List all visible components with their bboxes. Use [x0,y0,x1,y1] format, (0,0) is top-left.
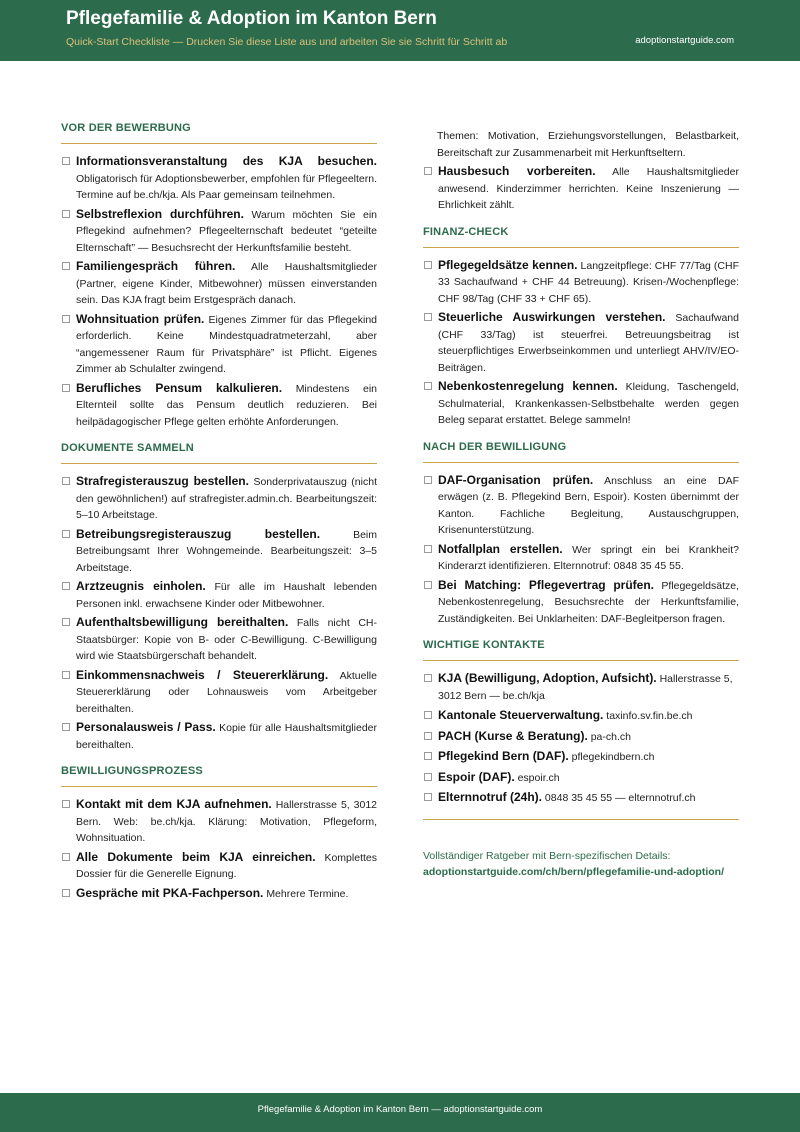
checkbox-icon[interactable] [62,582,70,590]
item-title: Berufliches Pensum kalkulieren. [76,380,283,395]
right-column [423,128,739,880]
item-title: Aufenthaltsbewilligung bereithalten. [76,615,289,629]
item-text: Pflegegeldsätze, Nebenkostenregelung, Besuchsrechte der Herkunftsfamilie, Zuständigkeiten. Bei Unklarheiten: DAF-Begleitperson fragen. [438,579,739,625]
contact-name: PACH (Kurse & Beratung). [438,728,588,743]
checkbox-icon[interactable] [62,800,70,808]
contact-name: Kantonale Steuerverwaltung. [438,708,604,722]
checkbox-icon[interactable] [62,477,70,485]
checkbox-icon[interactable] [424,711,432,719]
item-title: Einkommensnachweis / Steuererklärung. [76,667,329,682]
item-title: Strafregisterauszug bestellen. [76,474,249,488]
left-column [61,118,377,904]
contact-item [423,728,739,746]
item-title: Hausbesuch vorbereiten. [438,164,596,178]
item-text: Obligatorisch für Adoptionsbewerber, empfohlen für Pflegeeltern. Termine auf be.ch/kja. Als Paar gemeinsam teilnehmen. [76,172,377,201]
page-title: Pflegefamilie & Adoption im Kanton Bern [66,8,437,29]
item-title: Bei Matching: Pflegevertrag prüfen. [438,577,654,592]
section-title-kontakte: WICHTIGE KONTAKTE [423,639,739,661]
checkbox-icon[interactable] [62,530,70,538]
section-title-bewilligung: BEWILLIGUNGSPROZESS [61,765,377,787]
contact-name: Espoir (DAF). [438,769,515,784]
item-title: Selbstreflexion durchführen. [76,206,244,221]
page-footer [0,1093,800,1132]
contact-name: Elternnotruf (24h). [438,790,542,804]
item-text: Komplettes Dossier für die Generelle Eignung. [76,851,377,880]
header-site-link[interactable]: adoptionstartguide.com [635,35,734,46]
checkbox-icon[interactable] [424,674,432,682]
checklist-item [61,885,377,903]
item-text: Kleidung, Taschengeld, Schulmaterial, Krankenkassen-Selbstbehalte werden gegen Beleg separat erstattet. Belege sammeln! [438,381,740,426]
checklist-item [61,206,377,257]
item-text: Hallerstrasse 5, 3012 Bern. Web: be.ch/kja. Klärung: Motivation, Pflegeform, Wohnsituation. [76,799,378,844]
contact-name: KJA (Bewilligung, Adoption, Aufsicht). [438,671,657,685]
checklist-item [423,309,739,376]
item-continuation: Themen: Motivation, Erziehungsvorstellungen, Belastbarkeit, Bereitschaft zur Zusammenarbeit mit Herkunftseltern. [437,130,739,159]
item-title: Personalausweis / Pass. [76,720,216,734]
page-header [0,0,800,61]
contact-name: Pflegekind Bern (DAF). [438,749,569,763]
contact-detail: 0848 35 45 55 — elternnotruf.ch [544,792,696,804]
item-title: Gespräche mit PKA-Fachperson. [76,885,264,900]
item-title: Arztzeugnis einholen. [76,579,206,593]
checkbox-icon[interactable] [424,732,432,740]
item-title: Pflegegeldsätze kennen. [438,257,578,272]
checkbox-icon[interactable] [424,476,432,484]
checkbox-icon[interactable] [62,315,70,323]
checkbox-icon[interactable] [424,167,432,175]
checkbox-icon[interactable] [62,262,70,270]
item-title: Familiengespräch führen. [76,259,236,273]
item-title: DAF-Organisation prüfen. [438,472,594,487]
checkbox-icon[interactable] [424,752,432,760]
item-title: Informationsveranstaltung des KJA besuchen. [76,154,377,168]
item-text: Beim Betreibungsamt Ihrer Wohngemeinde. Bearbeitungszeit: 3–5 Arbeitstage. [76,528,377,574]
checklist-item [423,577,739,628]
checklist-item [61,578,377,612]
section-title-vor-bewerbung: VOR DER BEWERBUNG [61,122,377,144]
closing-divider [423,819,739,820]
contact-detail: pa-ch.ch [590,730,631,743]
checklist-item [61,614,377,665]
item-text: Wer springt ein bei Krankheit? Kinderarzt identifizieren. Elternnotruf: 0848 35 45 55. [438,543,739,572]
section-title-finanz: FINANZ-CHECK [423,226,739,248]
item-text: Langzeitpflege: CHF 77/Tag (CHF 33 Sachaufwand + CHF 44 Betreuung). Krisen-/Wochenpflege: CHF 98/Tag (CHF 33 + CHF 65). [438,259,739,305]
item-text: Aktuelle Steuererklärung oder Lohnausweis vom Arbeitgeber bereithalten. [76,669,377,715]
checkbox-icon[interactable] [62,853,70,861]
item-text: Mindestens ein Elternteil sollte das Pensum deutlich reduzieren. Bei heilpädagogischer Pflege gelten erhöhte Anforderungen. [76,382,377,428]
checkbox-icon[interactable] [424,382,432,390]
item-text: Eigenes Zimmer für das Pflegekind erforderlich. Keine Mindestquadratmeterzahl, aber “angemessener Raum für Privatsphäre” ist Pflicht. Eigenes Zimmer ab Schulalter zwingend. [76,313,377,375]
contact-detail: taxinfo.sv.fin.be.ch [606,710,693,722]
contact-item [423,789,739,807]
contact-item [423,769,739,787]
more-info [423,848,739,880]
checklist-item [61,849,377,883]
item-title: Notfallplan erstellen. [438,541,563,556]
checkbox-icon[interactable] [62,671,70,679]
checklist-item [61,153,377,204]
item-title: Betreibungsregisterauszug bestellen. [76,526,321,541]
item-title: Wohnsituation prüfen. [76,311,205,326]
checkbox-icon[interactable] [424,773,432,781]
section-title-dokumente: DOKUMENTE SAMMELN [61,442,377,464]
contact-detail: Hallerstrasse 5, 3012 Bern — be.ch/kja [438,673,733,702]
checklist-item [61,719,377,753]
item-title: Kontakt mit dem KJA aufnehmen. [76,797,272,811]
guide-link[interactable]: adoptionstartguide.com/ch/bern/pflegefamilie-und-adoption/ [423,865,725,878]
checklist-item [423,472,739,539]
checklist-item [61,380,377,431]
contact-item [423,670,739,704]
checkbox-icon[interactable] [62,723,70,731]
checklist-item [423,378,739,429]
checkbox-icon[interactable] [62,384,70,392]
contact-detail: pflegekindbern.ch [571,751,655,763]
checkbox-icon[interactable] [424,261,432,269]
footer-text: Pflegefamilie & Adoption im Kanton Bern — adoptionstartguide.com [257,1104,543,1115]
checklist-item [61,667,377,718]
more-info-intro: Vollständiger Ratgeber mit Bern-spezifischen Details: [423,849,671,862]
section-title-nach-bewilligung: NACH DER BEWILLIGUNG [423,441,739,463]
item-text: Alle Haushaltsmitglieder (Partner, eigene Kinder, Mitbewohner) müssen einverstanden sein. Das KJA fragt beim Erstgespräch danach. [76,261,377,306]
checkbox-icon[interactable] [62,210,70,218]
item-title: Steuerliche Auswirkungen verstehen. [438,310,666,324]
item-text: Falls nicht CH-Staatsbürger: Kopie von B- oder C-Bewilligung. C-Bewilligung wird wie Staatsbürgerschaft behandelt. [76,617,377,662]
item-title: Nebenkostenregelung kennen. [438,379,618,393]
item-text: Kopie für alle Haushaltsmitglieder bereithalten. [76,722,377,751]
checklist-item [423,257,739,308]
checklist-item [61,311,377,378]
checkbox-icon[interactable] [424,793,432,801]
item-text: Alle Haushaltsmitglieder anwesend. Kinderzimmer herrichten. Keine Inszenierung — Ehrlichkeit zählt. [438,166,739,211]
item-text: Sachaufwand (CHF 33/Tag) ist steuerfrei. Betreuungsbeitrag ist steuerpflichtiges Erwerbseinkommen und unterliegt AHV/IV/EO-Beiträgen. [438,312,739,374]
checklist-item [61,796,377,847]
item-text: Mehrere Termine. [266,887,349,900]
checklist-item [61,258,377,309]
contact-detail: espoir.ch [517,771,560,784]
item-text: Für alle im Haushalt lebenden Personen inkl. erwachsene Kinder oder Mitbewohner. [76,581,378,610]
checklist-item [61,473,377,524]
contact-item [423,707,739,725]
item-text: Sonderprivatauszug (nicht den gewöhnlichen!) auf strafregister.admin.ch. Bearbeitungszeit: 5–10 Arbeitstage. [76,476,377,521]
checkbox-icon[interactable] [424,581,432,589]
checklist-item [423,163,739,214]
item-text: Warum möchten Sie ein Pflegekind aufnehmen? Pflegeelternschaft bedeutet “geteilte Elternschaft” — Besuchsrecht der Herkunftsfamilie besteht. [76,208,378,254]
checkbox-icon[interactable] [62,618,70,626]
checkbox-icon[interactable] [62,157,70,165]
contact-item [423,748,739,766]
checklist-item [423,541,739,575]
checkbox-icon[interactable] [424,313,432,321]
checkbox-icon[interactable] [424,545,432,553]
checklist-item [61,526,377,577]
item-title: Alle Dokumente beim KJA einreichen. [76,849,316,864]
checkbox-icon[interactable] [62,889,70,897]
page-subtitle: Quick-Start Checkliste — Drucken Sie diese Liste aus und arbeiten Sie sie Schritt für Schritt ab [66,36,508,48]
item-text: Anschluss an eine DAF erwägen (z. B. Pflegekind Bern, Espoir). Kosten übernimmt der Kanton. Fachliche Begleitung, Austauschgruppen, Krisenunterstützung. [438,474,740,536]
